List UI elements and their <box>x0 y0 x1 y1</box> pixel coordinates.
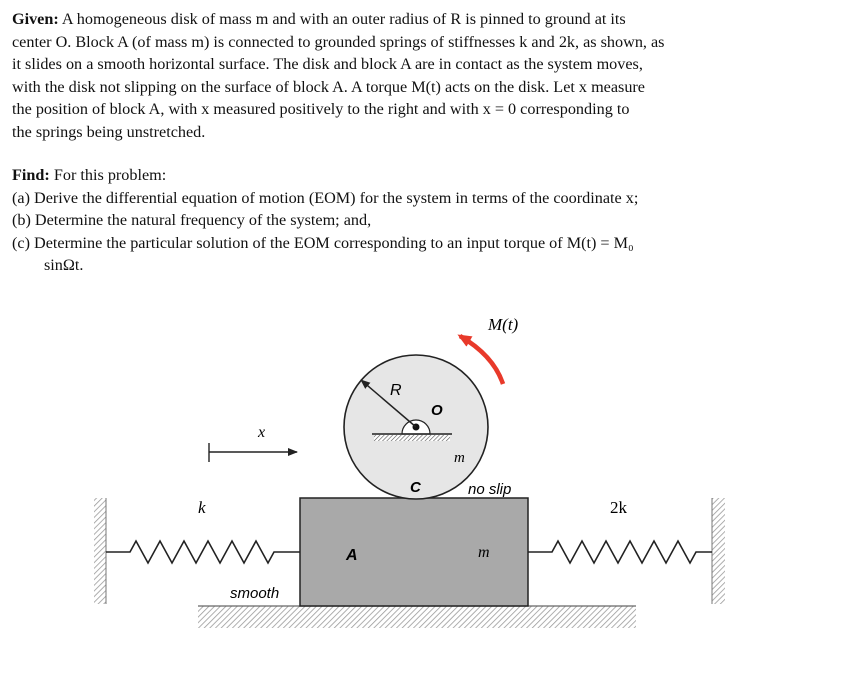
block-mass-label: m <box>478 544 490 561</box>
find-item-c: (c) Determine the particular solution of the EOM corresponding to an input torque of M(t) = M₀ <box>12 233 634 252</box>
right-spring-label: 2k <box>610 498 627 517</box>
find-heading: Find: <box>12 166 50 184</box>
given-line-1: A homogeneous disk of mass m and with an outer radius of R is pinned to ground at its <box>61 10 626 28</box>
x-label: x <box>258 424 266 441</box>
given-line-2: center O. Block A (of mass m) is connected to grounded springs of stiffnesses k and 2k, as shown, as <box>12 32 665 51</box>
torque-label: M(t) <box>488 315 519 334</box>
block-a <box>300 498 528 606</box>
contact-label: C <box>410 479 421 496</box>
no-slip-label: no slip <box>468 481 512 498</box>
right-wall <box>712 498 725 604</box>
find-item-c-continuation: sinΩt. <box>44 256 84 275</box>
given-line-4: with the disk not slipping on the surface of block A. A torque M(t) acts on the disk. Let x measure <box>12 77 645 96</box>
given-line-6: the springs being unstretched. <box>12 122 206 141</box>
right-spring <box>528 541 712 563</box>
find-item-b: (b) Determine the natural frequency of the system; and, <box>12 211 372 230</box>
given-line-5: the position of block A, with x measured positively to the right and with x = 0 corresponding to <box>12 100 630 119</box>
find-intro: For this problem: <box>53 166 167 184</box>
find-item-a: (a) Derive the differential equation of motion (EOM) for the system in terms of the coordinate x; <box>12 188 639 207</box>
given-heading: Given: <box>12 10 59 28</box>
given-line-3: it slides on a smooth horizontal surface. The disk and block A are in contact as the system moves, <box>12 55 643 74</box>
radius-label: R <box>390 382 402 399</box>
pin-support-hatch <box>374 435 450 441</box>
surface-label: smooth <box>230 585 280 602</box>
block-label: A <box>346 547 358 564</box>
ground-hatch <box>198 606 636 628</box>
center-label: O <box>431 402 443 419</box>
left-spring <box>106 541 300 563</box>
left-wall <box>94 498 106 604</box>
left-spring-label: k <box>198 498 206 517</box>
disk-mass-label: m <box>454 450 465 466</box>
